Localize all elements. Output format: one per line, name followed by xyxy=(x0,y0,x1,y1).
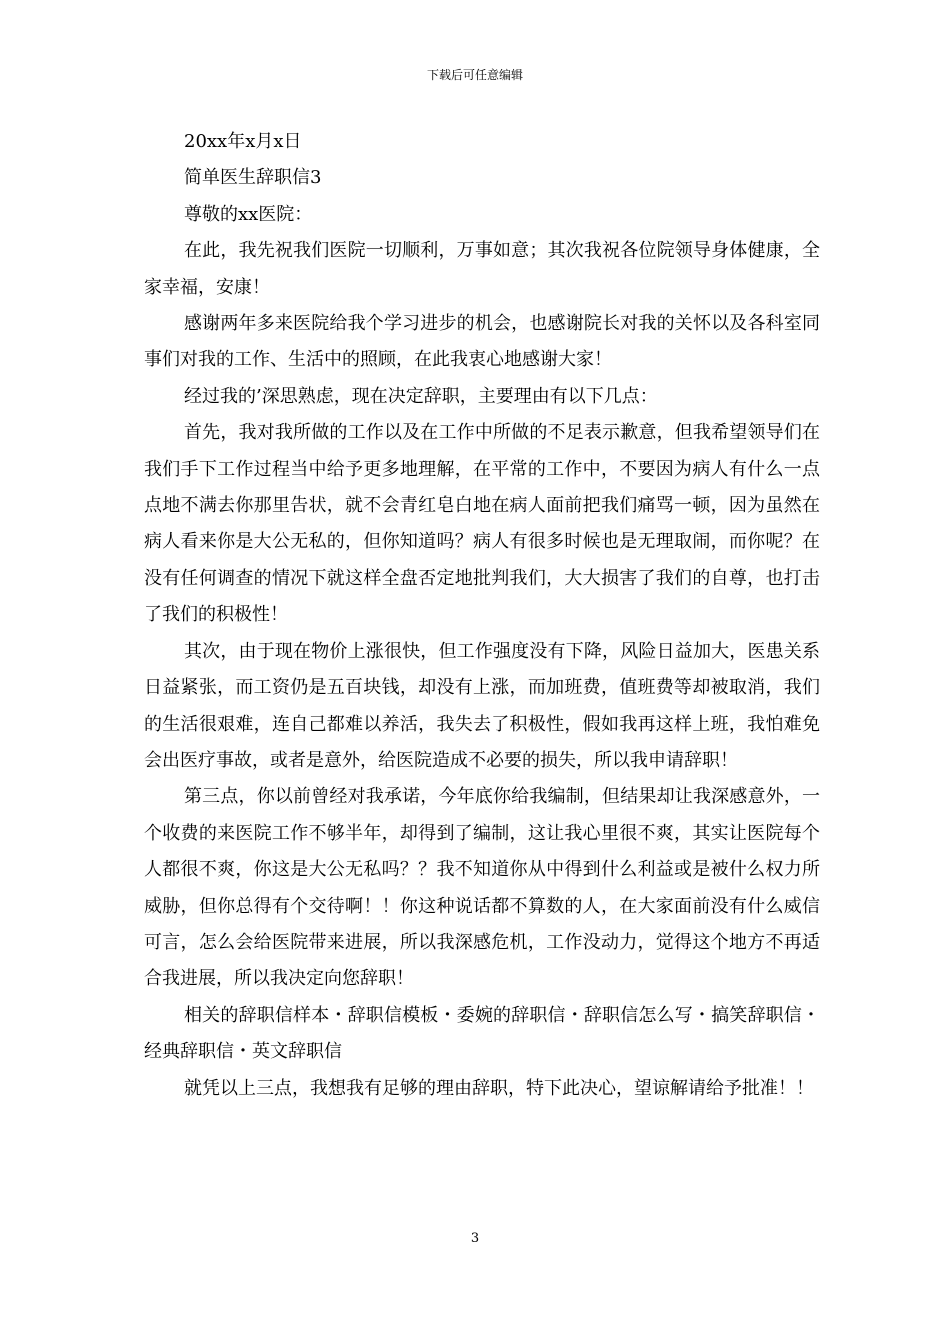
letter-salutation: 尊敬的xx医院： xyxy=(184,203,313,225)
letter-title: 简单医生辞职信3 xyxy=(184,167,322,189)
paragraph-related-links: 相关的辞职信样本・辞职信模板・委婉的辞职信・辞职信怎么写・搞笑辞职信・经典辞职信・英文辞职信 xyxy=(144,1004,820,1063)
paragraph-greeting: 在此，我先祝我们医院一切顺利，万事如意；其次我祝各位院领导身体健康，全家幸福，安康！ xyxy=(144,240,820,298)
page-header: 下载后可任意编辑 xyxy=(426,68,523,82)
paragraph-reason-third: 第三点，你以前曾经对我承诺，今年底你给我编制，但结果却让我深感意外，一个收费的来医院工作不够半年，却得到了编制，这让我心里很不爽，其实让医院每个人都很不爽，你这是大公无私吗？？我不知道你从中得到什么利益或是被什么权力所威胁，但你总得有个交待啊！！你这种说话都不算数的人，在大家面前没有什么威信可言，怎么会给医院带来进展，所以我深感危机，工作没动力，觉得这个地方不再适合我进展，所以我决定向您辞职！ xyxy=(144,786,820,990)
paragraph-closing: 就凭以上三点，我想我有足够的理由辞职，特下此决心，望谅解请给予批准！！ xyxy=(184,1077,814,1099)
page-number: 3 xyxy=(470,1231,480,1246)
letter-body xyxy=(144,124,820,1107)
paragraph-reason-first: 首先，我对我所做的工作以及在工作中所做的不足表示歉意，但我希望领导们在我们手下工作过程当中给予更多地理解，在平常的工作中，不要因为病人有什么一点点地不满去你那里告状，就不会青红皂白地在病人面前把我们痛骂一顿，因为虽然在病人看来你是大公无私的，但你知道吗？病人有很多时候也是无理取闹，而你呢？在没有任何调查的情况下就这样全盘否定地批判我们，大大损害了我们的自尊，也打击了我们的积极性！ xyxy=(144,422,820,626)
letter-date: 20xx年x月x日 xyxy=(184,131,302,152)
paragraph-thanks: 感谢两年多来医院给我个学习进步的机会，也感谢院长对我的关怀以及各科室同事们对我的工作、生活中的照顾，在此我衷心地感谢大家！ xyxy=(144,313,820,371)
paragraph-decision: 经过我的’深思熟虑，现在决定辞职，主要理由有以下几点： xyxy=(184,385,658,407)
paragraph-reason-second: 其次，由于现在物价上涨很快，但工作强度没有下降，风险日益加大，医患关系日益紧张，而工资仍是五百块钱，却没有上涨，而加班费，值班费等却被取消，我们的生活很艰难，连自己都难以养活，我失去了积极性，假如我再这样上班，我怕难免会出医疗事故，或者是意外，给医院造成不必要的损失，所以我申请辞职！ xyxy=(144,640,820,771)
